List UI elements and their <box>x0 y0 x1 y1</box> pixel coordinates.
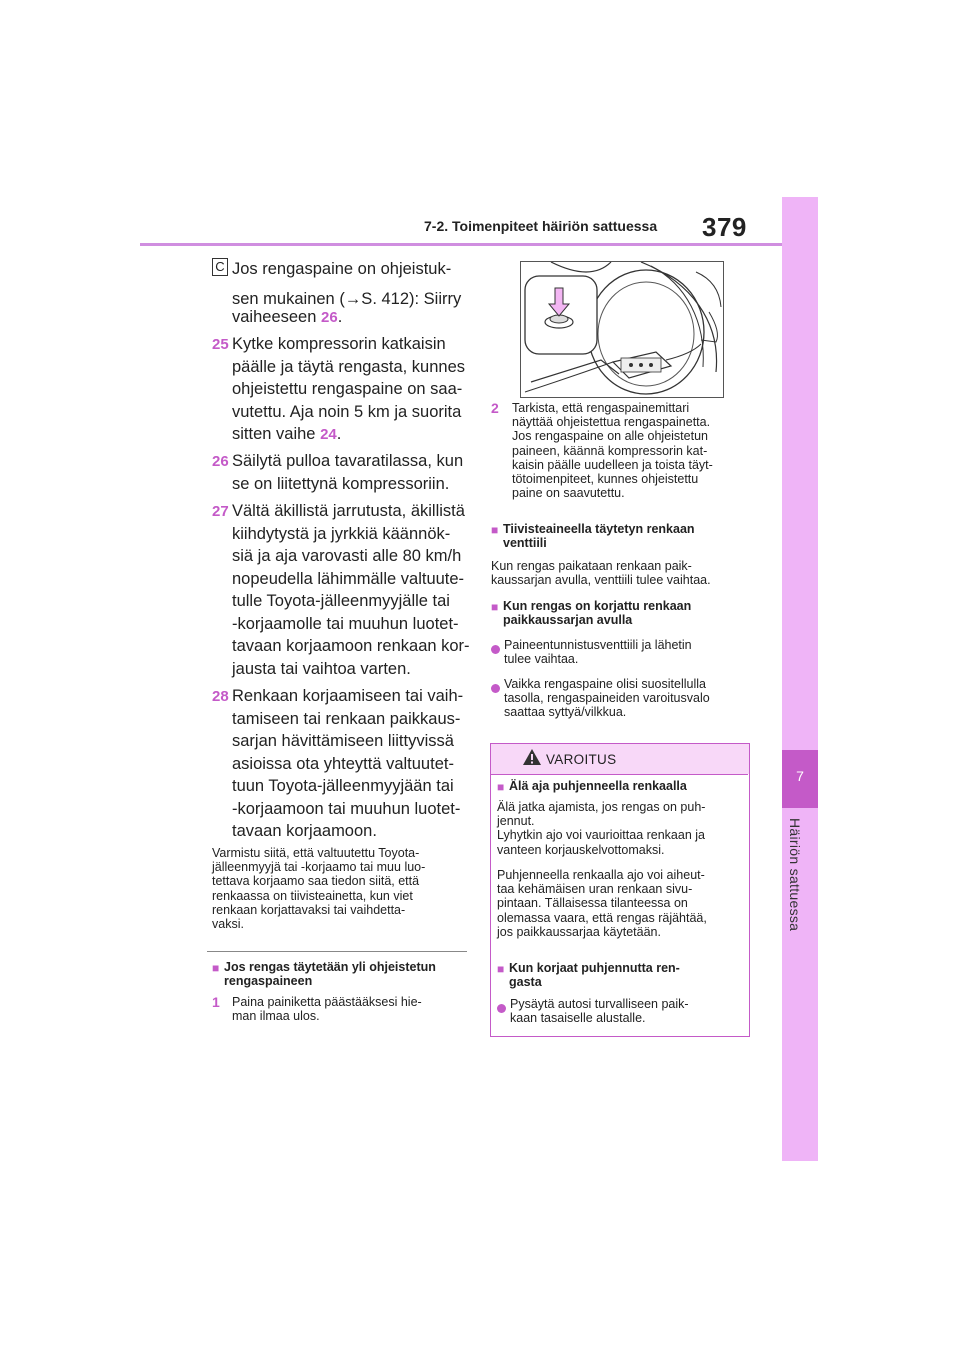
text-line: sen mukainen (→S. 412): Siirry <box>232 290 462 308</box>
bullet-dot-icon <box>491 680 500 698</box>
section-title: 7-2. Toimenpiteet häiriön sattuessa <box>424 218 658 234</box>
text-line: Tarkista, että rengaspainemittari <box>512 401 690 415</box>
text-line: Tiivisteaineella täytetyn renkaan <box>503 522 695 536</box>
warning-title: VAROITUS <box>546 752 617 767</box>
text-line: vaksi. <box>212 917 244 932</box>
text-line: . <box>337 308 343 326</box>
square-bullet-icon: ■ <box>491 600 499 614</box>
c-marker: C <box>212 258 228 276</box>
step-28-text <box>232 685 463 843</box>
text-line: rengaspaineen <box>224 974 313 989</box>
text-line: taa kehämäisen uran renkaan sivu- <box>497 882 693 897</box>
step-number: 1 <box>212 994 220 1010</box>
text-line: -korjaamoon tai muuhun luotet- <box>232 799 461 818</box>
text-line: vaiheeseen <box>232 308 321 326</box>
section-divider <box>207 951 467 952</box>
text-line: Paina painiketta päästääksesi hie- <box>232 995 422 1009</box>
text-line: paine on saavutettu. <box>512 486 625 501</box>
text-line: Kun rengas paikataan renkaan paik- <box>491 559 692 573</box>
text-line: kaisin päälle uudelleen ja toista täyt- <box>512 457 713 472</box>
text-line: jennut. <box>497 814 535 829</box>
text-line: Jos rengaspaine on ohjeistuk- <box>232 260 452 278</box>
text-line: jos paikkaussarjaa käytetään. <box>497 924 661 939</box>
warning-header-rule <box>490 774 748 775</box>
bullet-dot-icon <box>491 641 500 659</box>
text-line: kaussarjan avulla, venttiili tulee vaihtaa. <box>491 573 711 588</box>
text-line: Vaikka rengaspaine olisi suositellulla <box>504 677 706 691</box>
text-line: Renkaan korjaamiseen tai vaih- <box>232 687 464 705</box>
page-number: 379 <box>702 212 747 242</box>
text-line: Varmistu siitä, että valtuutettu Toyota- <box>212 846 420 860</box>
text-line: kaan tasaiselle alustalle. <box>510 1011 646 1026</box>
text-line: tulle Toyota-jälleenmyyjälle tai <box>232 592 450 610</box>
step-number: 26 <box>212 453 229 470</box>
text-line: Säilytä pulloa tavaratilassa, kun <box>232 452 464 470</box>
text-line: sarjan hävittämiseen liittyvissä <box>232 732 454 750</box>
text-line: tettava korjaamo saa tiedon siitä, että <box>212 874 420 889</box>
text-line: tasolla, rengaspaineiden varoitusvalo <box>504 691 710 706</box>
text-line: Paineentunnistusventtiili ja lähetin <box>504 638 692 652</box>
text-line: olemassa vaara, että rengas räjähtää, <box>497 910 707 925</box>
chapter-label: Häiriön sattuessa <box>787 818 803 932</box>
text-line: man ilmaa ulos. <box>232 1009 320 1024</box>
header-rule <box>140 243 782 246</box>
text-line: -korjaamolle tai muuhun luotet- <box>232 614 459 633</box>
compressor-illustration <box>520 261 724 398</box>
square-bullet-icon: ■ <box>212 961 220 975</box>
text-line: Vältä äkillistä jarrutusta, äkillistä <box>232 502 465 520</box>
square-bullet-icon: ■ <box>491 523 499 537</box>
step-2-text <box>512 401 713 500</box>
chapter-number: 7 <box>796 768 804 784</box>
warning-sec1-p2 <box>497 868 707 939</box>
subheading-overinflated <box>224 960 436 988</box>
step-26-text <box>232 450 463 495</box>
warning-triangle-icon <box>522 748 542 771</box>
c-paragraph-3 <box>232 306 342 330</box>
step-ref: 24 <box>320 426 337 443</box>
bullet-sensor-text <box>504 638 692 666</box>
warning-sec2-title <box>509 961 680 989</box>
text-line: vutettu. Aja noin 5 km ja suorita <box>232 402 462 421</box>
text-line: sitten vaihe <box>232 425 321 443</box>
text-line: tulee vaihtaa. <box>504 652 579 667</box>
text-line: Älä jatka ajamista, jos rengas on puh- <box>497 800 706 814</box>
text-line: kiihdytystä ja jyrkkiä käännök- <box>232 524 451 543</box>
warning-sec2-bullet <box>510 997 689 1025</box>
text-line: se on liitettynä kompressoriin. <box>232 474 450 493</box>
bullet-warning-light-text <box>504 677 710 720</box>
text-line: paineen, käännä kompressorin kat- <box>512 443 708 458</box>
text-line: Jos rengas täytetään yli ohjeistetun <box>224 960 436 974</box>
step-27-text <box>232 500 470 680</box>
valve-text <box>491 559 711 587</box>
text-line: jälleenmyyjä tai -korjaamo tai muu luo- <box>212 860 426 875</box>
square-bullet-icon: ■ <box>497 780 505 794</box>
text-line: paikkaussarjan avulla <box>503 613 633 628</box>
sub1-step1-text <box>232 995 422 1023</box>
chapter-side-tab <box>782 197 818 1161</box>
text-line: Kun korjaat puhjennutta ren- <box>509 961 680 975</box>
text-line: pintaan. Tällaisessa tilanteessa on <box>497 896 688 911</box>
text-line: gasta <box>509 975 542 990</box>
subheading-repaired <box>503 599 691 627</box>
text-line: venttiili <box>503 536 547 551</box>
text-line: renkaassa on tiivisteainetta, kun viet <box>212 888 413 903</box>
text-line: Pysäytä autosi turvalliseen paik- <box>510 997 689 1011</box>
c-paragraph <box>232 258 451 281</box>
step-number: 25 <box>212 336 229 353</box>
text-line: siä ja aja varovasti alle 80 km/h <box>232 547 462 565</box>
note-text <box>212 846 425 931</box>
text-line: näyttää ohjeistettua rengaspainetta. <box>512 415 711 430</box>
text-line: saattaa syttyä/vilkkua. <box>504 705 627 720</box>
step-25-text <box>232 333 465 447</box>
text-line: Kytke kompressorin katkaisin <box>232 335 446 353</box>
warning-sec1-p1 <box>497 800 705 857</box>
text-line: jausta tai vaihtoa varten. <box>232 659 411 678</box>
text-line: Puhjenneella renkaalla ajo voi aiheut- <box>497 868 705 882</box>
text-line: tavaan korjaamoon. <box>232 822 377 840</box>
step-ref: 26 <box>321 309 338 326</box>
text-line: vanteen korjauskelvottomaksi. <box>497 842 665 857</box>
square-bullet-icon: ■ <box>497 962 505 976</box>
text-line: nopeudella lähimmälle valtuute- <box>232 569 465 588</box>
step-number: 28 <box>212 688 229 705</box>
text-line: ohjeistettu rengaspaine on saa- <box>232 380 463 398</box>
text-line: Kun rengas on korjattu renkaan <box>503 599 692 613</box>
tire-compressor-drawing <box>521 262 723 397</box>
text-line: Jos rengaspaine on alle ohjeistetun <box>512 429 708 444</box>
text-line: päälle ja täytä rengasta, kunnes <box>232 357 465 376</box>
text-line: renkaan korjattavaksi tai vaihdetta- <box>212 902 406 917</box>
warning-sec1-title: Älä aja puhjenneella renkaalla <box>509 779 687 793</box>
subheading-valve <box>503 522 695 550</box>
step-number: 2 <box>491 400 499 416</box>
text-line: asioissa ota yhteyttä valtuutet- <box>232 754 454 773</box>
text-line: Lyhytkin ajo voi vaurioittaa renkaan ja <box>497 828 705 843</box>
bullet-dot-icon <box>497 1000 506 1018</box>
text-line: tötoimenpiteet, kunnes ohjeistettu <box>512 472 699 487</box>
step-number: 27 <box>212 503 229 520</box>
text-line: tavaan korjaamoon renkaan kor- <box>232 637 470 655</box>
text-line: . <box>336 425 342 443</box>
text-line: tamiseen tai renkaan paikkaus- <box>232 709 461 728</box>
text-line: tuun Toyota-jälleenmyyjään tai <box>232 777 454 795</box>
